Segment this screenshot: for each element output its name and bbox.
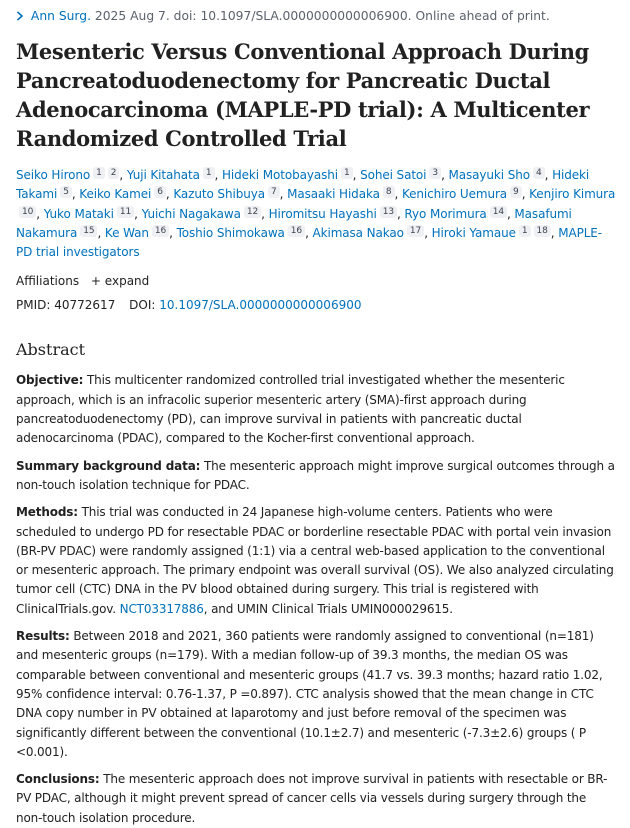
author-link[interactable]: Yuko Mataki (43, 206, 114, 221)
results-label: Results: (16, 629, 70, 644)
methods-label: Methods: (16, 505, 78, 520)
author-link[interactable]: Hideki Motobayashi (221, 168, 338, 182)
author-separator: , (550, 225, 559, 240)
author-entry (79, 187, 166, 201)
author-entry (127, 168, 215, 182)
author-separator: , (396, 206, 405, 221)
author-entry (177, 226, 306, 240)
author-link[interactable]: Yuichi Nagakawa (141, 206, 241, 221)
objective-text: This multicenter randomized controlled trial investigated whether the mesenteric approach, which is an infracolic superior mesenteric artery (SMA)-first approach during pancreatoduodenectomy (PD), can improve survival in patients with pancreatic ductal adenocarcinoma (PDAC), compared to the Kocher-first conventional approach. (16, 373, 565, 446)
affiliation-number[interactable]: 18 (534, 225, 551, 237)
affiliations-label: Affiliations (16, 274, 80, 289)
author-separator: , (279, 187, 288, 202)
author-separator: , (36, 206, 44, 221)
author-entry (222, 168, 353, 182)
affiliation-number[interactable]: 2 (108, 167, 120, 179)
author-link[interactable]: Hiroki Yamaue (431, 225, 516, 240)
author-entry (402, 187, 522, 201)
affiliations-row (16, 272, 616, 290)
author-link[interactable]: Ryo Morimura (404, 206, 487, 221)
background-text: The mesenteric approach might improve surgical outcomes through a non-touch isolation technique for PDAC. (16, 458, 615, 492)
author-link[interactable]: Masafumi Nakamura (16, 206, 572, 240)
author-separator: , (261, 206, 269, 221)
affiliation-number[interactable]: 11 (117, 206, 134, 218)
citation-details: 2025 Aug 7. doi: 10.1097/SLA.0000000000006900. Online ahead of print. (94, 9, 550, 23)
author-link[interactable]: Akimasa Nakao (312, 225, 404, 240)
author-separator: , (119, 168, 127, 182)
methods-text: This trial was conducted in 24 Japanese high-volume centers. Patients who were scheduled to undergo PD for resectable PDAC or borderline resectable PDAC with portal vein invasion (BR-PV PDAC) were randomly assigned (1:1) via a central web-based application to the conventional or mesenteric approach. The primary endpoint was overall survival (OS). We also analyzed circulating tumor cell (CTC) DNA in the PV blood obtained during surgery. This trial is registered with ClinicalTrials.gov. (16, 505, 614, 616)
objective-label: Objective: (16, 373, 84, 388)
author-entry (16, 168, 119, 182)
author-link[interactable]: Sohei Satoi (360, 168, 427, 182)
author-separator: , (165, 187, 174, 202)
author-separator: , (424, 225, 432, 240)
affiliation-number[interactable]: 12 (244, 206, 261, 218)
author-separator: , (71, 187, 80, 202)
affiliations-expand-button[interactable] (91, 274, 149, 288)
affiliation-number[interactable]: 16 (152, 225, 169, 237)
author-entry (287, 187, 394, 201)
author-entry (404, 207, 507, 221)
affiliation-number[interactable]: 4 (533, 167, 545, 179)
affiliation-number[interactable]: 1 (203, 167, 215, 179)
author-link[interactable]: Kazuto Shibuya (173, 187, 265, 202)
chevron-right-icon[interactable] (16, 9, 28, 23)
doi-link[interactable]: 10.1097/SLA.0000000000006900 (159, 298, 362, 313)
author-separator: , (169, 225, 177, 240)
abstract-body (16, 371, 616, 828)
author-entry (313, 226, 425, 240)
affiliation-number[interactable]: 6 (154, 186, 166, 198)
affiliation-number[interactable]: 9 (510, 186, 522, 198)
author-separator: , (394, 187, 402, 202)
author-separator: , (544, 168, 553, 182)
trial-registry-link[interactable]: NCT03317886 (119, 601, 204, 616)
author-link[interactable]: Hiromitsu Hayashi (268, 206, 377, 221)
abstract-objective (16, 371, 616, 448)
author-link[interactable]: Seiko Hirono (16, 168, 91, 182)
abstract-background (16, 457, 616, 496)
author-entry (173, 187, 279, 201)
results-text: Between 2018 and 2021, 360 patients were randomly assigned to conventional (n=181) and mesenteric groups (n=179). With a median follow-up of 39.3 months, the median OS was comparable between conventional and mesenteric groups (41.7 vs. 39.3 months; hazard ratio 1.02, 95% confidence interval: 0.76-1.37, P =0.897). CTC analysis showed that the mean change in CTC DNA copy number in PV obtained at laparotomy and just before removal of the specimen was significantly different between the conventional (10.1±2.7) and mesenteric (-7.3±2.6) groups ( P <0.001). (16, 629, 603, 759)
affiliation-number[interactable]: 1 (519, 225, 531, 237)
author-entry (269, 207, 397, 221)
author-link[interactable]: Kenichiro Uemura (401, 187, 508, 202)
author-separator: , (506, 206, 515, 221)
author-link[interactable]: Hideki Takami (16, 168, 590, 202)
author-entry (44, 207, 134, 221)
conclusions-text: The mesenteric approach does not improve survival in patients with resectable or BR-PV PDAC, although it might prevent spread of cancer cells via vessels during surgery through the non-touch isolation procedure. (16, 772, 608, 825)
plus-icon: + (90, 274, 101, 289)
affiliation-number[interactable]: 15 (80, 225, 97, 237)
author-separator: , (134, 206, 142, 221)
abstract-results (16, 627, 616, 762)
author-link[interactable]: Masaaki Hidaka (287, 187, 380, 202)
author-separator: , (97, 225, 105, 240)
conclusions-label: Conclusions: (16, 772, 100, 787)
affiliation-number[interactable]: 7 (268, 186, 280, 198)
background-label: Summary background data: (16, 458, 201, 473)
doi-label: DOI: (129, 298, 156, 313)
article-title: Mesenteric Versus Conventional Approach During Pancreatoduodenectomy for Pancreatic Ductal Adenocarcinoma (MAPLE-PD trial): A Multicenter Randomized Controlled Trial (16, 39, 590, 151)
author-link[interactable]: Ke Wan (104, 225, 149, 240)
author-entry (432, 226, 551, 240)
author-separator: , (214, 168, 222, 182)
author-separator: , (352, 168, 361, 182)
author-separator: , (521, 187, 530, 202)
author-link[interactable]: Keiko Kamei (79, 187, 152, 202)
expand-label: expand (104, 274, 150, 289)
author-separator: , (305, 225, 313, 240)
abstract-heading: Abstract (16, 340, 86, 360)
author-link[interactable]: Kenjiro Kimura (529, 187, 616, 202)
author-link[interactable]: Yuji Kitahata (126, 168, 200, 182)
affiliation-number[interactable]: 8 (383, 186, 395, 198)
author-list (16, 166, 616, 262)
affiliation-number[interactable]: 3 (429, 167, 441, 179)
affiliation-number[interactable]: 1 (93, 167, 105, 179)
pmid-label: PMID: (16, 298, 51, 313)
affiliation-number[interactable]: 1 (341, 167, 353, 179)
affiliation-number[interactable]: 5 (60, 186, 72, 198)
journal-link[interactable]: Ann Surg. (30, 9, 91, 23)
author-separator: , (441, 168, 449, 182)
author-entry (105, 226, 169, 240)
author-link[interactable]: Toshio Shimokawa (176, 225, 285, 240)
author-link[interactable]: Masayuki Sho (448, 168, 530, 182)
citation-line (16, 8, 616, 25)
abstract-methods (16, 503, 616, 619)
affiliation-number[interactable]: 17 (407, 225, 424, 237)
affiliation-number[interactable]: 13 (380, 206, 397, 218)
affiliation-number[interactable]: 16 (288, 225, 305, 237)
affiliation-number[interactable]: 14 (490, 206, 507, 218)
author-link[interactable]: MAPLE-PD trial investigators (16, 225, 602, 260)
abstract-conclusions (16, 770, 616, 828)
author-entry (360, 168, 441, 182)
identifiers (16, 296, 616, 314)
affiliation-number[interactable]: 10 (19, 206, 36, 218)
methods-tail: , and UMIN Clinical Trials UMIN000029615. (203, 601, 453, 616)
author-entry (449, 168, 545, 182)
pmid-value: 40772617 (54, 298, 116, 313)
author-entry (142, 207, 262, 221)
